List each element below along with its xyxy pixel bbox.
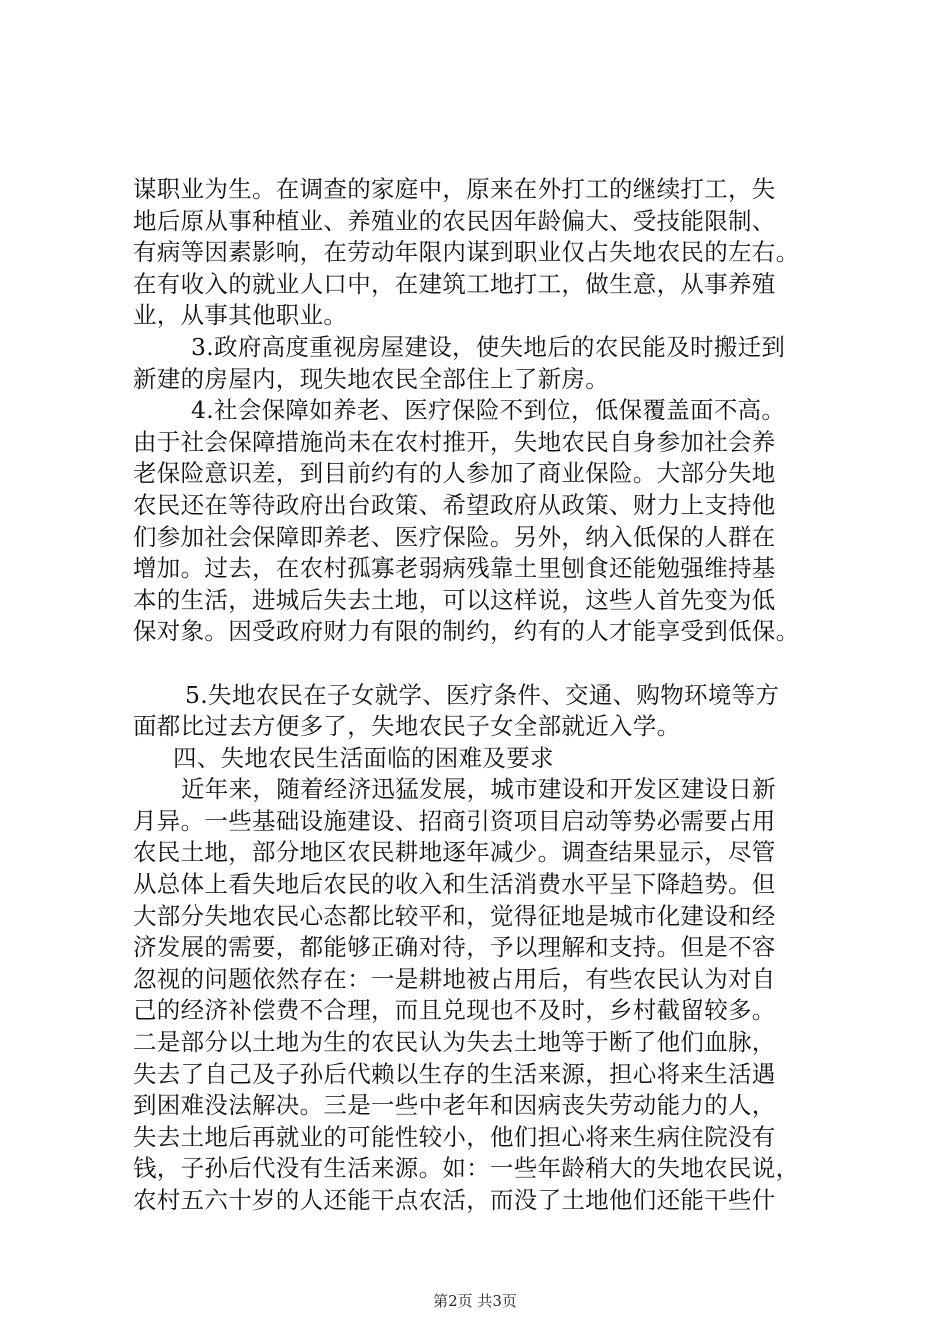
text-line: 从总体上看失地后农民的收入和生活消费水平呈下降趋势。但	[133, 870, 776, 899]
text-line-item-4: 4.社会保障如养老、医疗保险不到位，低保覆盖面不高。	[191, 396, 786, 425]
document-body	[133, 174, 833, 1217]
page-number-footer: 第2页 共3页	[433, 1292, 517, 1310]
text-line: 老保险意识差，到目前约有的人参加了商业保险。大部分失地	[133, 459, 776, 488]
text-line: 业，从事其他职业。	[133, 301, 348, 330]
text-line: 二是部分以土地为生的农民认为失去土地等于断了他们血脉，	[133, 1028, 776, 1057]
text-line-item-3: 3.政府高度重视房屋建设，使失地后的农民能及时搬迁到	[191, 332, 786, 361]
text-line: 在有收入的就业人口中，在建筑工地打工，做生意，从事养殖	[133, 269, 776, 298]
text-line: 新建的房屋内，现失地农民全部住上了新房。	[133, 364, 609, 393]
text-line: 们参加社会保障即养老、医疗保险。另外，纳入低保的人群在	[133, 522, 776, 551]
text-line: 农民还在等待政府出台政策、希望政府从政策、财力上支持他	[133, 490, 776, 519]
text-line: 己的经济补偿费不合理，而且兑现也不及时，乡村截留较多。	[133, 996, 776, 1025]
text-line: 谋职业为生。在调查的家庭中，原来在外打工的继续打工，失	[133, 175, 776, 203]
text-line: 大部分失地农民心态都比较平和，觉得征地是城市化建设和经	[133, 901, 776, 930]
text-line: 失去土地后再就业的可能性较小，他们担心将来生病住院没有	[133, 1122, 776, 1151]
text-line-item-5: 5.失地农民在子女就学、医疗条件、交通、购物环境等方	[185, 680, 780, 709]
text-line: 保对象。因受政府财力有限的制约，约有的人才能享受到低保。	[133, 617, 800, 646]
text-line: 增加。过去，在农村孤寡老弱病残靠土里刨食还能勉强维持基	[133, 554, 776, 583]
section-heading: 四、失地农民生活面临的困难及要求	[173, 743, 554, 772]
paragraph-gap	[133, 648, 833, 680]
text-line: 近年来，随着经济迅猛发展，城市建设和开发区建设日新	[181, 775, 776, 804]
text-line: 济发展的需要，都能够正确对待，予以理解和支持。但是不容	[133, 933, 776, 962]
text-line: 地后原从事种植业、养殖业的农民因年龄偏大、受技能限制、	[133, 206, 776, 235]
text-line: 有病等因素影响，在劳动年限内谋到职业仅占失地农民的左右。	[133, 238, 800, 267]
text-line: 由于社会保障措施尚未在农村推开，失地农民自身参加社会养	[133, 427, 776, 456]
text-line: 失去了自己及子孙后代赖以生存的生活来源，担心将来生活遇	[133, 1059, 776, 1088]
text-line: 忽视的问题依然存在：一是耕地被占用后，有些农民认为对自	[133, 964, 776, 993]
text-line: 本的生活，进城后失去土地，可以这样说，这些人首先变为低	[133, 585, 776, 614]
text-line: 农民土地，部分地区农民耕地逐年减少。调查结果显示，尽管	[133, 838, 776, 867]
text-line: 钱，子孙后代没有生活来源。如：一些年龄稍大的失地农民说，	[133, 1154, 800, 1183]
text-line: 面都比过去方便多了，失地农民子女全部就近入学。	[133, 712, 681, 741]
text-line: 到困难没法解决。三是一些中老年和因病丧失劳动能力的人，	[133, 1091, 776, 1120]
text-line: 农村五六十岁的人还能干点农活，而没了土地他们还能干些什	[133, 1186, 776, 1214]
text-line: 月异。一些基础设施建设、招商引资项目启动等势必需要占用	[133, 806, 776, 835]
